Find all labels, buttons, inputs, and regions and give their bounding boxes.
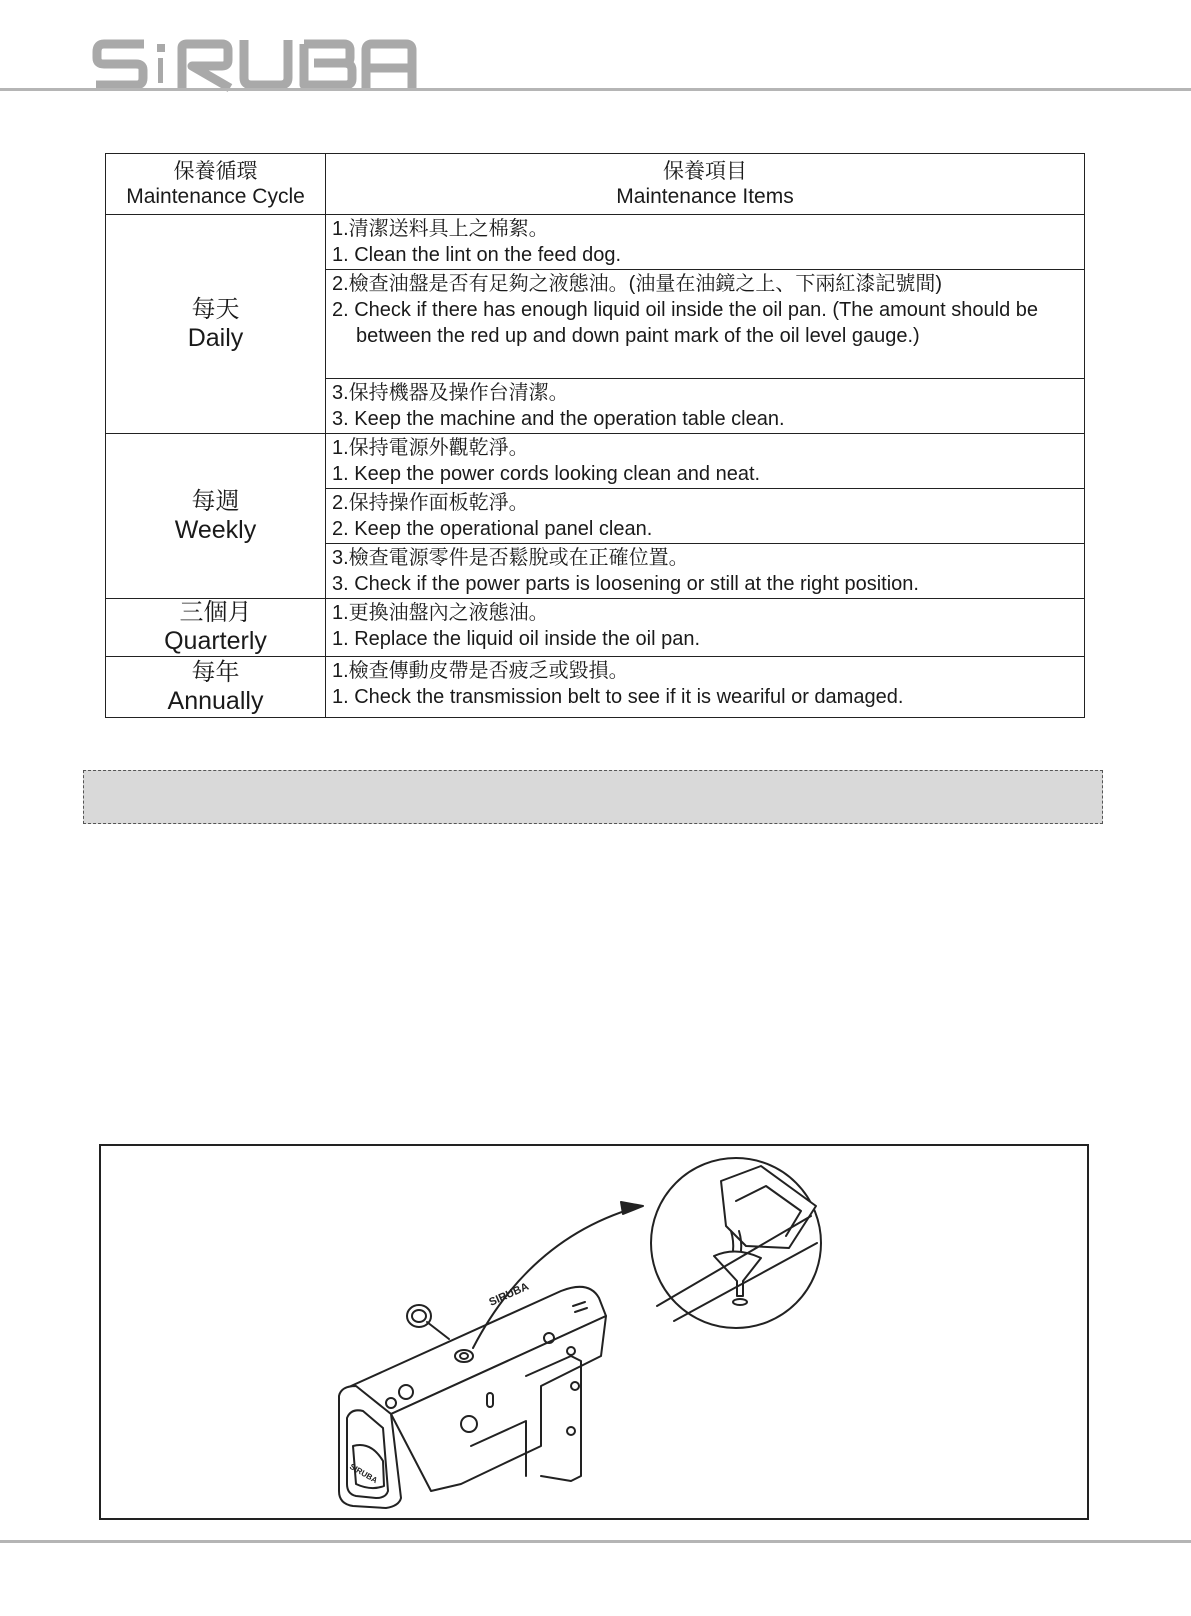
table-row: [106, 599, 1085, 657]
table-row: [106, 657, 1085, 718]
oil-filling-figure: [99, 1144, 1089, 1520]
items-header-zh: 保養項目: [663, 160, 747, 183]
item-zh: 2.檢查油盤是否有足夠之液態油。(油量在油鏡之上、下兩紅漆記號間): [332, 273, 942, 295]
list-item: [326, 657, 1085, 718]
item-en: 1. Check the transmission belt to see if it is weariful or damaged.: [332, 686, 904, 708]
item-zh: 3.保持機器及操作台清潔。: [332, 382, 569, 404]
item-zh: 1.更換油盤內之液態油。: [332, 602, 549, 624]
item-zh: 2.保持操作面板乾淨。: [332, 492, 529, 514]
item-en: 1. Replace the liquid oil inside the oil pan.: [332, 628, 701, 650]
list-item: [326, 434, 1085, 489]
list-item: [326, 215, 1085, 270]
item-zh: 1.清潔送料具上之棉絮。: [332, 218, 549, 240]
item-en: 2. Check if there has enough liquid oil inside the oil pan. (The amount should be between the red up and down paint mark of the oil level gauge.): [332, 299, 1039, 347]
cycle-header-zh: 保養循環: [173, 160, 258, 183]
cycle-label-zh: 三個月: [179, 599, 252, 626]
table-header-row: [106, 154, 1085, 215]
footer-rule: [0, 1540, 1191, 1543]
machine-illustration: [101, 1146, 1091, 1522]
cycle-label-zh: 每天: [191, 295, 240, 323]
items-header: [326, 154, 1085, 215]
list-item: [326, 489, 1085, 544]
siruba-logo: [92, 30, 422, 92]
cycle-weekly: [106, 434, 326, 599]
cycle-label-en: Annually: [167, 686, 264, 715]
item-zh: 1.檢查傳動皮帶是否疲乏或毀損。: [332, 660, 629, 682]
cycle-label-en: Weekly: [174, 515, 257, 544]
machine-brand-label: SIRUBA: [487, 1280, 531, 1309]
table-row: [106, 434, 1085, 489]
item-en: 3. Check if the power parts is loosening or still at the right position.: [332, 573, 919, 595]
faceplate-brand-label: SIRUBA: [348, 1461, 380, 1486]
cycle-header-en: Maintenance Cycle: [126, 185, 305, 208]
item-en: 2. Keep the operational panel clean.: [332, 518, 653, 540]
cycle-label-en: Daily: [187, 323, 244, 352]
item-zh: 3.檢查電源零件是否鬆脫或在正確位置。: [332, 547, 689, 569]
list-item: [326, 270, 1085, 379]
cycle-label-en: Quarterly: [164, 627, 267, 655]
item-en: 1. Clean the lint on the feed dog.: [332, 244, 622, 266]
section-heading-bar: [83, 770, 1103, 824]
item-zh: 1.保持電源外觀乾淨。: [332, 437, 529, 459]
item-en: 1. Keep the power cords looking clean and neat.: [332, 463, 761, 485]
header-rule: [0, 88, 1191, 91]
list-item: [326, 599, 1085, 657]
item-en: 3. Keep the machine and the operation table clean.: [332, 408, 785, 430]
items-header-en: Maintenance Items: [616, 185, 794, 208]
cycle-daily: [106, 215, 326, 434]
cycle-quarterly: [106, 599, 326, 657]
cycle-header: [106, 154, 326, 215]
table-row: [106, 215, 1085, 270]
list-item: [326, 379, 1085, 434]
cycle-label-zh: 每年: [191, 658, 240, 686]
maintenance-table: [105, 153, 1085, 718]
cycle-annually: [106, 657, 326, 718]
list-item: [326, 544, 1085, 599]
cycle-label-zh: 每週: [191, 487, 240, 515]
